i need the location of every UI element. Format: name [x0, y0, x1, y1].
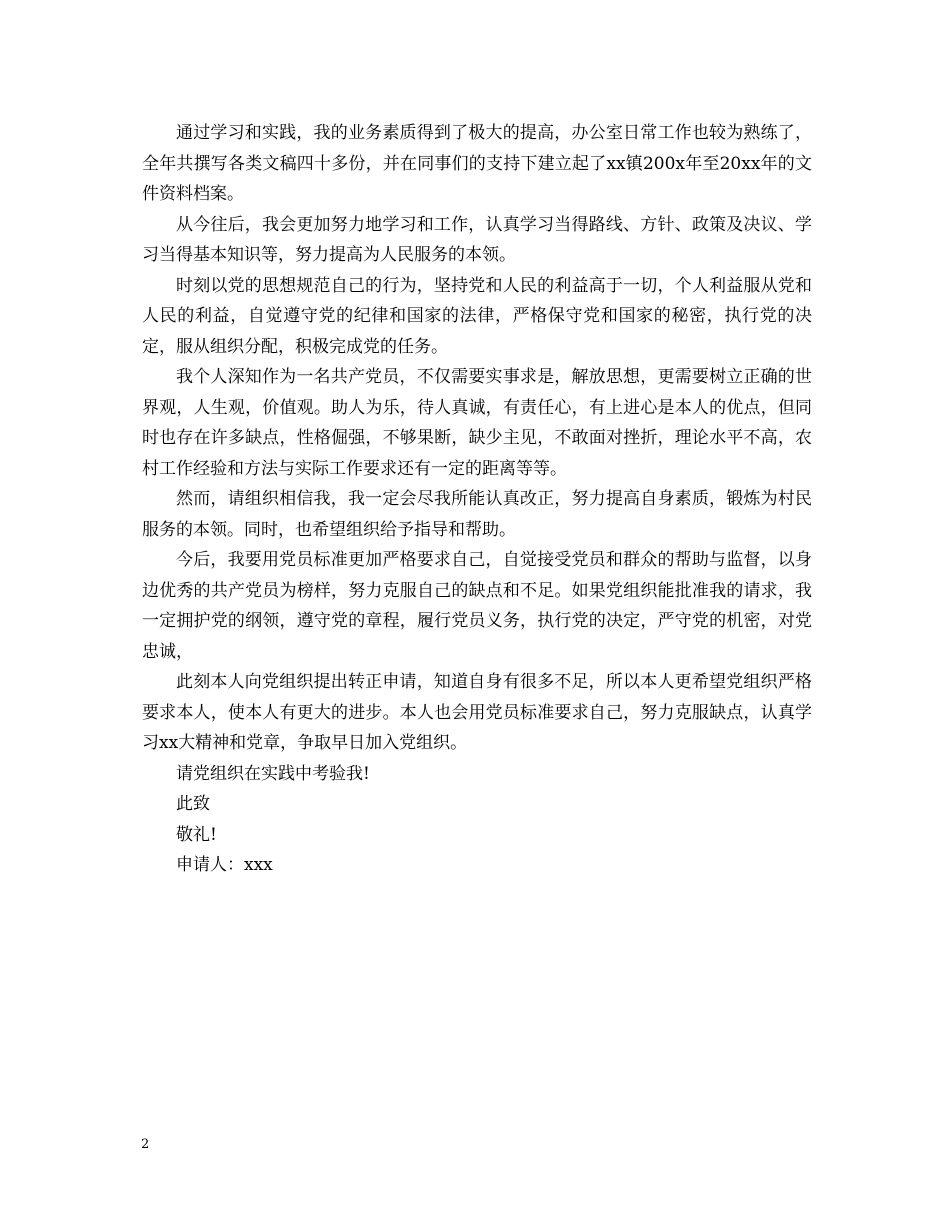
closing-respect: 敬礼!: [176, 824, 217, 845]
closing-salutation: 此致: [176, 794, 210, 814]
document-body: [142, 118, 812, 881]
paragraph-application: 此刻本人向党组织提出转正申请，知道自身有很多不足，所以本人更希望党组织严格要求本人，使本人有更大的进步。本人也会用党员标准要求自己，努力克服缺点，认真学习xx大精神和党章，争取早日加入党组织。: [142, 672, 812, 753]
paragraph-party-conduct: 时刻以党的思想规范自己的行为，坚持党和人民的利益高于一切，个人利益服从党和人民的利益，自觉遵守党的纪律和国家的法律，严格保守党和国家的秘密，执行党的决定，服从组织分配，积极完成党的任务。: [142, 275, 812, 357]
paragraph-study-practice: 通过学习和实践，我的业务素质得到了极大的提高，办公室日常工作也较为熟练了，全年共撰写各类文稿四十多份，并在同事们的支持下建立起了xx镇200x年至20xx年的文件资料档案。: [142, 123, 812, 204]
paragraph-self-assessment: 我个人深知作为一名共产党员，不仅需要实事求是，解放思想，更需要树立正确的世界观，人生观，价值观。助人为乐，待人真诚，有责任心，有上进心是本人的优点，但同时也存在许多缺点，性格倔强，不够果断，缺少主见，不敢面对挫折，理论水平不高，农村工作经验和方法与实际工作要求还有一定的距离等等。: [142, 367, 812, 479]
page-number: 2: [141, 1137, 150, 1152]
paragraph-improvement: 然而，请组织相信我，我一定会尽我所能认真改正，努力提高自身素质，锻炼为村民服务的本领。同时，也希望组织给予指导和帮助。: [142, 489, 812, 540]
paragraph-commitment: 今后，我要用党员标准更加严格要求自己，自觉接受党员和群众的帮助与监督，以身边优秀的共产党员为榜样，努力克服自己的缺点和不足。如果党组织能批准我的请求，我一定拥护党的纲领，遵守党的章程，履行党员义务，执行党的决定，严守党的机密，对党忠诚，: [142, 550, 812, 662]
paragraph-future-study: 从今往后，我会更加努力地学习和工作，认真学习当得路线、方针、政策及决议、学习当得基本知识等，努力提高为人民服务的本领。: [142, 214, 812, 265]
applicant-signature: 申请人：xxx: [176, 855, 273, 875]
closing-request: 请党组织在实践中考验我!: [176, 763, 370, 784]
